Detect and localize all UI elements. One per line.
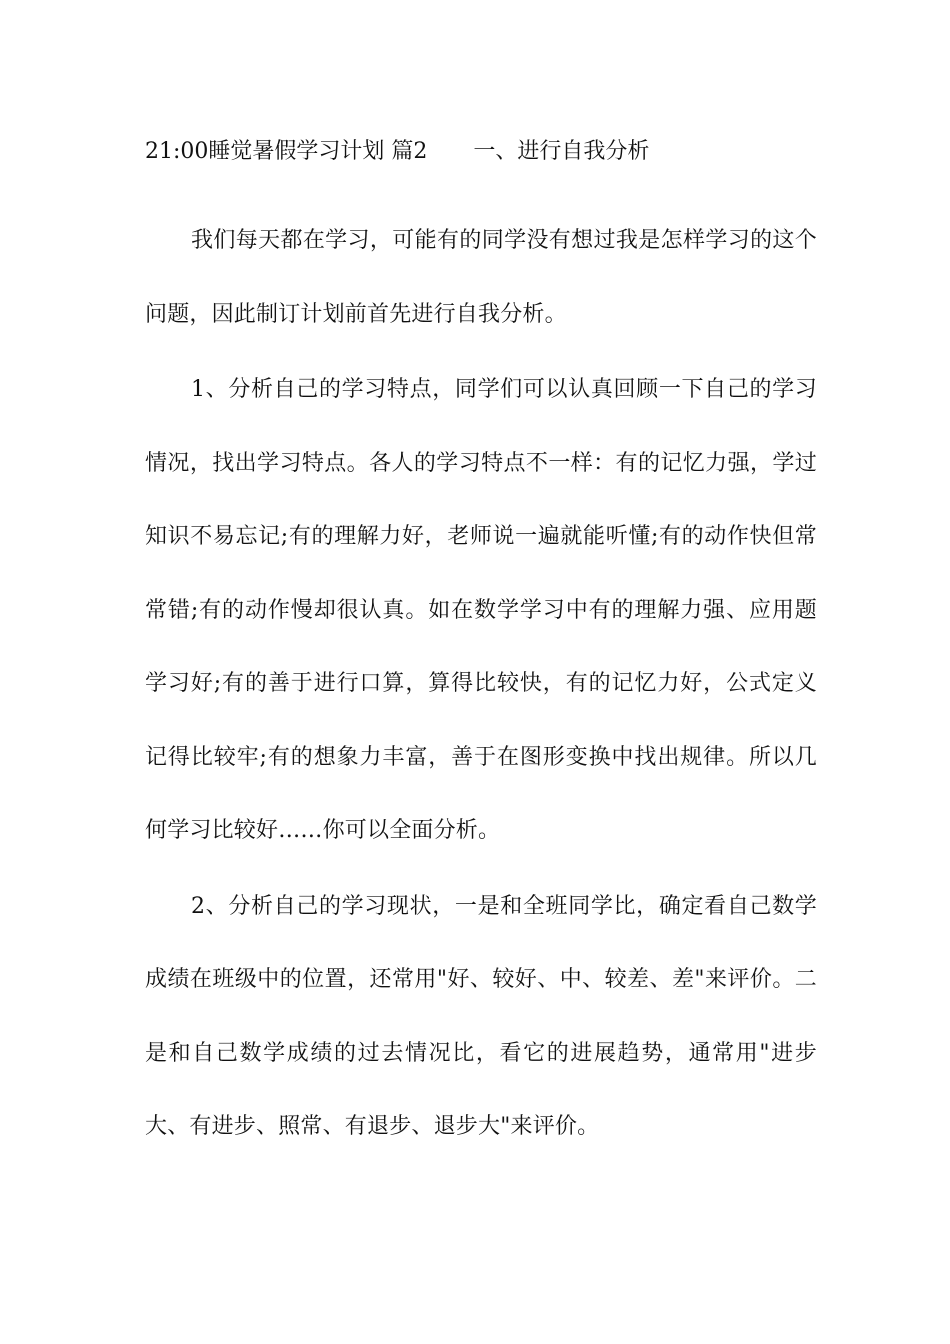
paragraph-point-1: 1、分析自己的学习特点，同学们可以认真回顾一下自己的学习情况，找出学习特点。各人的学习特点不一样：有的记忆力强，学过知识不易忘记;有的理解力好，老师说一遍就能听懂;有的动作快但常常错;有的动作慢却很认真。如在数学学习中有的理解力强、应用题学习好;有的善于进行口算，算得比较快，有的记忆力好，公式定义记得比较牢;有的想象力丰富，善于在图形变换中找出规律。所以几何学习比较好……你可以全面分析。 xyxy=(145,377,817,843)
paragraph-point-2: 2、分析自己的学习现状，一是和全班同学比，确定看自己数学成绩在班级中的位置，还常用"好、较好、中、较差、差"来评价。二是和自己数学成绩的过去情况比，看它的进展趋势，通常用"进步大、有进步、照常、有退步、退步大"来评价。 xyxy=(145,893,817,1139)
document-body xyxy=(145,126,817,1164)
section-heading: 一、进行自我分析 xyxy=(473,139,650,164)
paragraph-intro: 我们每天都在学习，可能有的同学没有想过我是怎样学习的这个问题，因此制订计划前首先进行自我分析。 xyxy=(145,228,817,327)
heading-line xyxy=(145,126,817,178)
document-title: 21:00睡觉暑假学习计划 篇2 xyxy=(145,139,428,164)
